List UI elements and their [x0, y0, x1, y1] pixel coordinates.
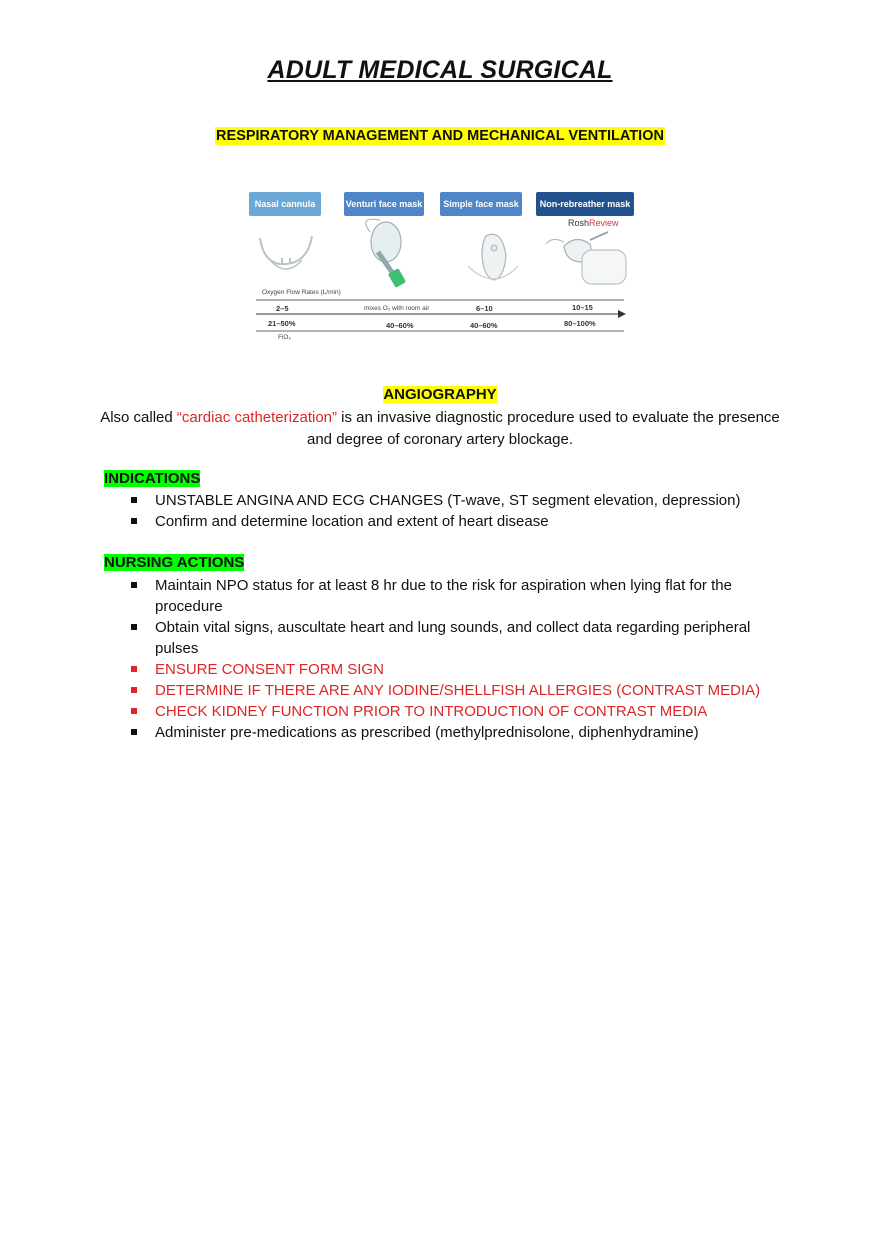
indications-list	[104, 490, 804, 532]
nursing-actions-heading: NURSING ACTIONS	[104, 554, 245, 571]
flow-venturi: mixes O₂ with room air	[364, 305, 430, 312]
nursing-actions-heading-row	[104, 554, 244, 571]
oxygen-delivery-figure	[246, 186, 638, 348]
bullet-marker	[131, 624, 137, 630]
intro-text-start: Also called	[100, 409, 177, 426]
flow-nasal: 2–5	[276, 304, 289, 313]
bullet-marker	[131, 497, 137, 503]
angiography-intro	[100, 407, 780, 450]
fio2-venturi: 40–60%	[386, 321, 414, 330]
brand-logo: RoshReview	[568, 218, 619, 228]
nursing-actions-list	[104, 575, 784, 743]
nasal-cannula-tag: Nasal cannula	[249, 192, 321, 216]
list-item: UNSTABLE ANGINA AND ECG CHANGES (T-wave, ST segment elevation, depression)	[104, 490, 804, 511]
intro-highlight-term: “cardiac catheterization”	[176, 409, 337, 426]
fio2-nasal: 21–50%	[268, 319, 296, 328]
list-item: Confirm and determine location and extent of heart disease	[104, 511, 804, 532]
angiography-heading-row	[0, 386, 880, 404]
non-rebreather-illustration	[546, 232, 626, 284]
list-item: CHECK KIDNEY FUNCTION PRIOR TO INTRODUCTION OF CONTRAST MEDIA	[104, 701, 784, 722]
bullet-marker	[131, 708, 137, 714]
venturi-mask-illustration	[366, 219, 406, 288]
bullet-marker	[131, 518, 137, 524]
nasal-cannula-illustration	[260, 236, 312, 269]
simple-mask-tag: Simple face mask	[440, 192, 522, 216]
bullet-marker	[131, 582, 137, 588]
flow-rate-label: Oxygen Flow Rates (L/min)	[262, 289, 341, 296]
subtitle-row	[0, 127, 880, 145]
bullet-marker	[131, 687, 137, 693]
section-subtitle: RESPIRATORY MANAGEMENT AND MECHANICAL VENTILATION	[216, 128, 664, 144]
indications-heading-row	[104, 470, 200, 487]
page-title: ADULT MEDICAL SURGICAL	[267, 56, 613, 84]
intro-text-end: is an invasive diagnostic procedure used to evaluate the presence and degree of coronary artery blockage.	[307, 409, 780, 448]
list-item: ENSURE CONSENT FORM SIGN	[104, 659, 784, 680]
bullet-marker	[131, 729, 137, 735]
list-item: Obtain vital signs, auscultate heart and lung sounds, and collect data regarding peripheral pulses	[104, 617, 784, 659]
flow-non-rebreather: 10–15	[572, 303, 593, 312]
indications-heading: INDICATIONS	[104, 470, 201, 487]
non-rebreather-tag: Non-rebreather mask	[536, 192, 634, 216]
list-item: DETERMINE IF THERE ARE ANY IODINE/SHELLFISH ALLERGIES (CONTRAST MEDIA)	[104, 680, 784, 701]
list-item: Maintain NPO status for at least 8 hr due to the risk for aspiration when lying flat for the procedure	[104, 575, 784, 617]
angiography-heading: ANGIOGRAPHY	[383, 386, 497, 403]
simple-mask-illustration	[468, 234, 518, 280]
scale-arrow-head	[618, 310, 626, 318]
fio2-non-rebreather: 80–100%	[564, 319, 596, 328]
fio2-label: FiO₂	[278, 334, 291, 341]
venturi-mask-tag: Venturi face mask	[344, 192, 424, 216]
bullet-marker	[131, 666, 137, 672]
fio2-simple: 40–60%	[470, 321, 498, 330]
list-item: Administer pre-medications as prescribed (methylprednisolone, diphenhydramine)	[104, 722, 784, 743]
flow-simple: 6–10	[476, 304, 493, 313]
